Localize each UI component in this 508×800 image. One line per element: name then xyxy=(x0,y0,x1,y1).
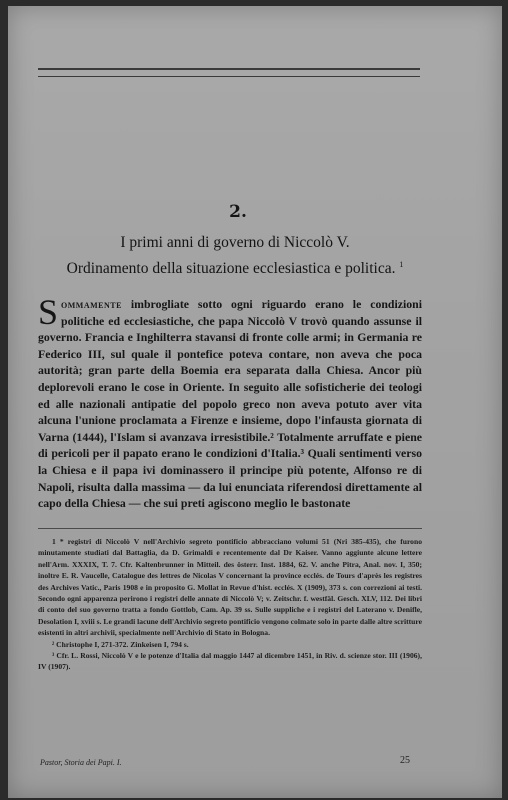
header-rule-thin xyxy=(38,76,420,77)
header-rule xyxy=(38,68,420,70)
footnote-3: ³ Cfr. L. Rossi, Niccolò V e le potenze d'Italia dal maggio 1447 al dicembre 1451, in Riv. d. scienze stor. III (1906), IV (1907). xyxy=(38,651,422,672)
footer-signature: Pastor, Storia dei Papi. I. xyxy=(40,758,122,767)
body-text xyxy=(38,292,423,512)
footnote-separator xyxy=(38,528,422,529)
first-word: ommamente xyxy=(61,297,122,311)
chapter-number: 2. xyxy=(229,202,247,222)
footnote-2: ² Christophe I, 271-372. Zinkeisen I, 794 s. xyxy=(52,639,189,649)
footnotes xyxy=(38,536,422,673)
chapter-title-line-2: Ordinamento della situazione ecclesiastica e politica. $^1$ xyxy=(66,260,404,278)
body-paragraph xyxy=(38,292,423,512)
title-footnote-ref: 1 xyxy=(399,260,404,269)
page-number: 25 xyxy=(400,755,410,766)
book-page xyxy=(8,6,502,798)
footnote-1: 1 * registri di Niccolò V nell'Archivio segreto pontificio abbracciano volumi 51 (Nri 385-435), che furono minutamente studiati dal Battaglia, da D. Grimaldi e recentemente dal Dr Kaiser. Vanno aggiunte alcune lettere nell'Arm. XXXIX, T. 7. Cfr. Kaltenbrunner in Mitteil. des österr. Inst. 1884, 62. V. anche Pitra, Anal. nov. I, 350; inoltre E. R. Vaucelle, Catalogue des lettres de Nicolas V concernant la province ecclés. de Tours d'après les registres des Archives Vatic., Paris 1908 e in proposito G. Mollat in Revue d'hist. ecclés. X (1909), 373 s. con correzioni ai testi. Secondo ogni apparenza perirono i registri delle annate di Niccolò V; v. Zeitschr. f. westfäl. Gesch. XLV, 112. Dei libri di conto del suo governo tratta a fondo Gottlob, Cam. Ap. 39 ss. Sulle suppliche e i registri del Laterano v. Denifle, Desolation I, xviii s. Le grandi lacune dell'Archivio segreto pontificio vengono colmate solo in parte dalle altre scritture esistenti in altri archivii, specialmente nell'Archivio di Stato in Bologna. xyxy=(38,537,422,638)
chapter-title-line-1: I primi anni di governo di Niccolò V. xyxy=(120,234,350,251)
drop-cap: S xyxy=(38,292,59,332)
body-paragraph-text: imbrogliate sotto ogni riguardo erano le condizioni politiche ed ecclesiastiche, che papa Niccolò V trovò quando assunse il governo. Francia e Inghilterra stavansi di fronte colle armi; in Germania re Federico III, sul quale il pontefice poteva contare, non aveva che poca autorità; gran parte della Boemia era separata dalla Chiesa. Ancor più deplorevoli erano le cose in Oriente. In seguito alle sofisticherie dei teologi ed alle nazionali antipatie del popolo greco non aveva potuto aver vita alcuna l'unione proclamata a Firenze e insieme, dopo l'infausta giornata di Varna (1444), l'Islam si avanzava irresistibile.² Totalmente arruffate e piene di pericoli per il papato erano le condizioni d'Italia.³ Quali sentimenti verso la Chiesa e il papa ivi dominassero il principe più potente, Alfonso re di Napoli, risulta dalla massima — da lui enunciata riferendosi direttamente al capo della Chiesa — che sui preti agiscono meglio le bastonate xyxy=(38,297,423,511)
chapter-title xyxy=(30,232,440,280)
